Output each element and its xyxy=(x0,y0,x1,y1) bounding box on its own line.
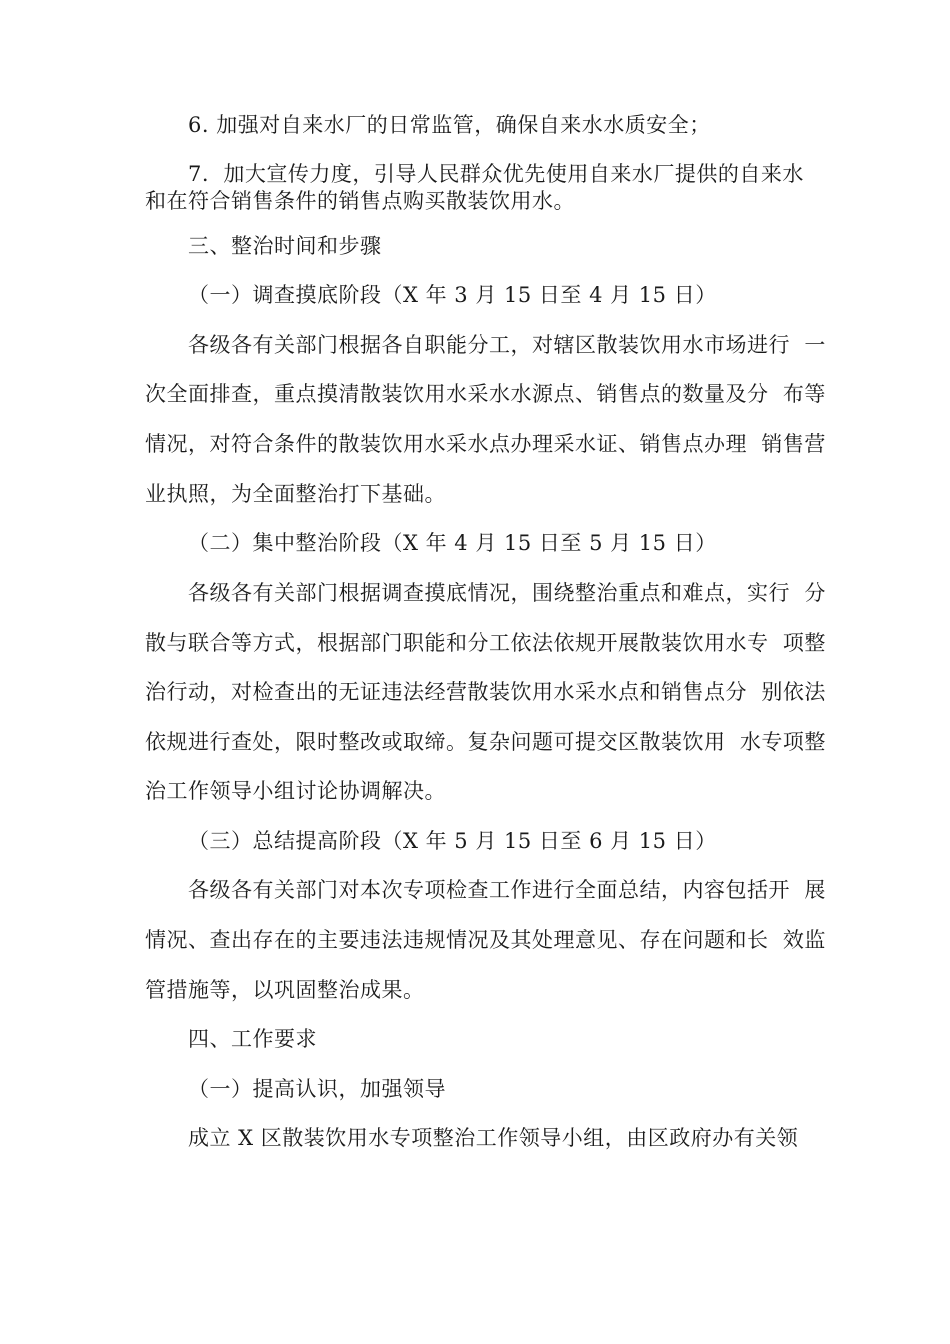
paragraph-3-2-line-5: 治工作领导小组讨论协调解决。 xyxy=(145,779,446,803)
paragraph-3-1-line-3: 情况，对符合条件的散装饮用水采水点办理采水证、销售点办理 销售营 xyxy=(145,432,826,456)
paragraph-3-1-line-2: 次全面排查，重点摸清散装饮用水采水水源点、销售点的数量及分 布等 xyxy=(145,382,826,406)
section-heading-3: 三、整治时间和步骤 xyxy=(188,234,382,258)
paragraph-3-3-line-2: 情况、查出存在的主要违法违规情况及其处理意见、存在问题和长 效监 xyxy=(145,928,826,952)
paragraph-3-1-line-1: 各级各有关部门根据各自职能分工，对辖区散装饮用水市场进行 一 xyxy=(188,333,826,357)
paragraph-4-1-line-1: 成立 X 区散装饮用水专项整治工作领导小组，由区政府办有关领 xyxy=(188,1126,799,1150)
paragraph-3-2-line-2: 散与联合等方式，根据部门职能和分工依法依规开展散装饮用水专 项整 xyxy=(145,631,826,655)
section-heading-4: 四、工作要求 xyxy=(188,1027,317,1051)
paragraph-3-2-line-1: 各级各有关部门根据调查摸底情况，围绕整治重点和难点，实行 分 xyxy=(188,581,826,605)
paragraph-3-3-line-1: 各级各有关部门对本次专项检查工作进行全面总结，内容包括开 展 xyxy=(188,878,826,902)
subheading-4-1: （一）提高认识，加强领导 xyxy=(188,1077,446,1101)
subheading-3-3: （三）总结提高阶段（X 年 5 月 15 日至 6 月 15 日） xyxy=(188,829,717,853)
paragraph-3-2-line-3: 治行动，对检查出的无证违法经营散装饮用水采水点和销售点分 别依法 xyxy=(145,680,826,704)
paragraph-3-1-line-4: 业执照，为全面整治打下基础。 xyxy=(145,482,446,506)
paragraph-3-3-line-3: 管措施等，以巩固整治成果。 xyxy=(145,978,425,1002)
subheading-3-1: （一）调查摸底阶段（X 年 3 月 15 日至 4 月 15 日） xyxy=(188,283,717,307)
subheading-3-2: （二）集中整治阶段（X 年 4 月 15 日至 5 月 15 日） xyxy=(188,531,717,555)
item-7-line-2: 和在符合销售条件的销售点购买散装饮用水。 xyxy=(145,189,575,213)
item-6: 6. 加强对自来水厂的日常监管，确保自来水水质安全； xyxy=(188,113,711,137)
item-7-line-1: 7. 加大宣传力度，引导人民群众优先使用自来水厂提供的自来水 xyxy=(188,162,804,186)
paragraph-3-2-line-4: 依规进行查处，限时整改或取缔。复杂问题可提交区散装饮用 水专项整 xyxy=(145,730,826,754)
